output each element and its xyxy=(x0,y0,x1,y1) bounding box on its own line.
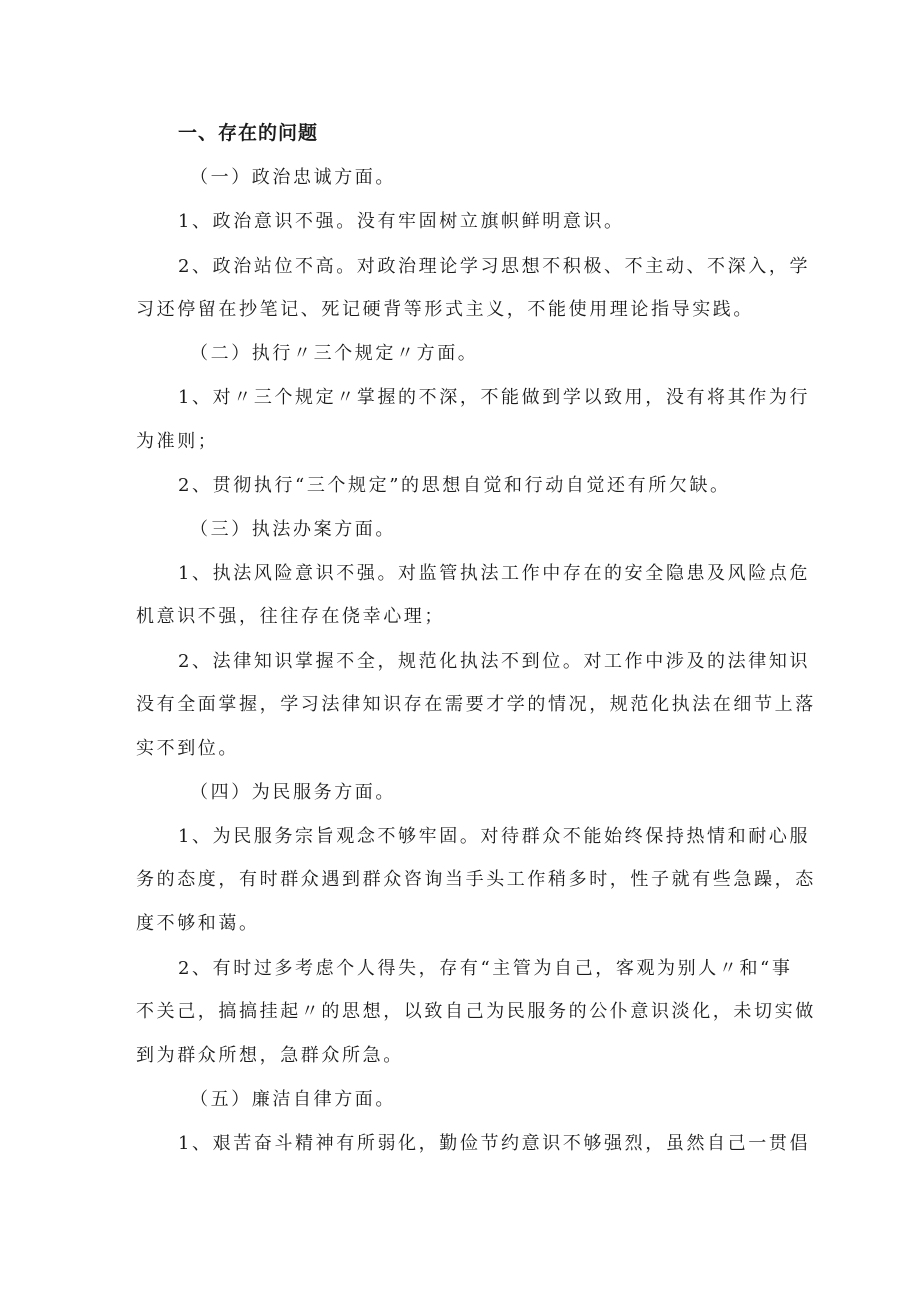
paragraph-line: 1、政治意识不强。没有牢固树立旗帜鲜明意识。 xyxy=(178,211,625,232)
paragraph-line: 实不到位。 xyxy=(136,738,239,759)
paragraph-line: 习还停留在抄笔记、死记硬背等形式主义，不能使用理论指导实践。 xyxy=(136,299,754,320)
subsection-heading-4: （四）为民服务方面。 xyxy=(190,782,396,803)
subsection-heading-5: （五）廉洁自律方面。 xyxy=(190,1089,396,1110)
paragraph-line: 1、艰苦奋斗精神有所弱化，勤俭节约意识不够强烈，虽然自己一贯倡 xyxy=(178,1133,811,1154)
paragraph-line: 1、对〃三个规定〃掌握的不深，不能做到学以致用，没有将其作为行 xyxy=(178,387,811,408)
paragraph-line: 2、贯彻执行“三个规定”的思想自觉和行动自觉还有所欠缺。 xyxy=(178,475,731,496)
subsection-heading-2: （二）执行〃三个规定〃方面。 xyxy=(190,343,479,364)
paragraph-line: 1、为民服务宗旨观念不够牢固。对待群众不能始终保持热情和耐心服 xyxy=(178,826,811,847)
paragraph-line: 2、政治站位不高。对政治理论学习思想不积极、不主动、不深入，学 xyxy=(178,256,811,277)
paragraph-line: 1、执法风险意识不强。对监管执法工作中存在的安全隐患及风险点危 xyxy=(178,563,811,584)
paragraph-line: 2、有时过多考虑个人得失，存有“主管为自己，客观为别人〃和“事 xyxy=(178,958,793,979)
paragraph-line: 2、法律知识掌握不全，规范化执法不到位。对工作中涉及的法律知识 xyxy=(178,651,811,672)
paragraph-line: 机意识不强，往往存在侥幸心理； xyxy=(136,606,445,627)
paragraph-line: 度不够和蔼。 xyxy=(136,913,260,934)
paragraph-line: 不关己，搞搞挂起〃的思想，以致自己为民服务的公仆意识淡化，未切实做 xyxy=(136,1001,816,1022)
paragraph-line: 为准则； xyxy=(136,431,219,452)
paragraph-line: 到为群众所想，急群众所急。 xyxy=(136,1045,404,1066)
paragraph-line: 务的态度，有时群众遇到群众咨询当手头工作稍多时，性子就有些急躁，态 xyxy=(136,869,816,890)
subsection-heading-3: （三）执法办案方面。 xyxy=(190,519,396,540)
paragraph-line: 没有全面掌握，学习法律知识存在需要才学的情况，规范化执法在细节上落 xyxy=(136,694,816,715)
subsection-heading-1: （一）政治忠诚方面。 xyxy=(190,167,396,188)
section-heading: 一、存在的问题 xyxy=(178,122,319,144)
